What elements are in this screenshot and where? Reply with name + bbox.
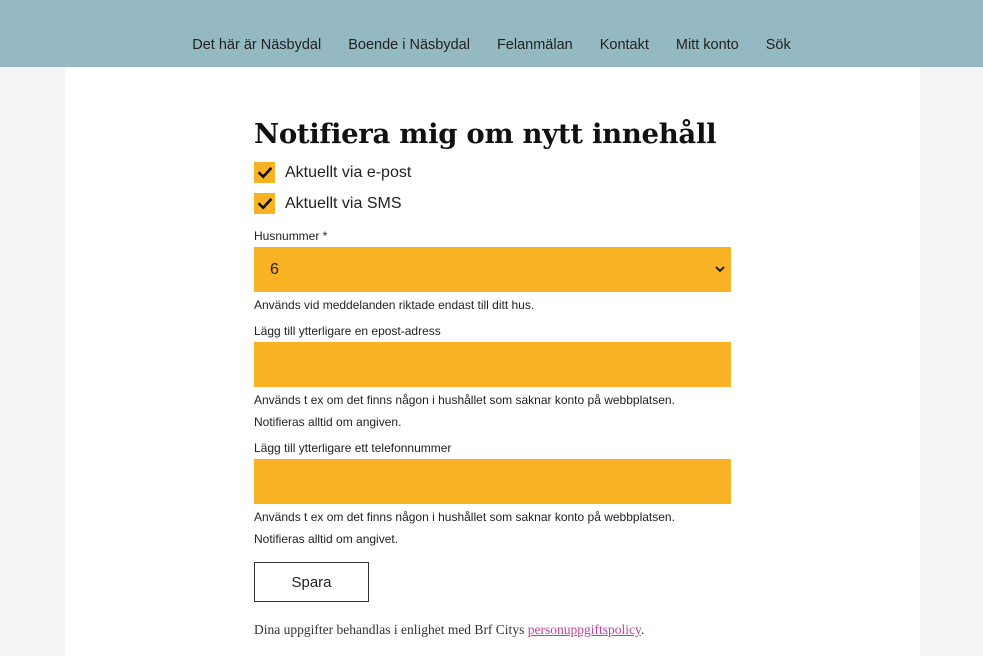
nav-item-boende[interactable]: Boende i Näsbydal (348, 37, 470, 53)
checkbox-row-sms[interactable] (254, 188, 731, 219)
extra-phone-help-line2: Notifieras alltid om angivet. (254, 532, 399, 546)
nav-item-sok[interactable]: Sök (765, 37, 791, 53)
extra-email-input[interactable] (254, 342, 731, 387)
house-number-label: Husnummer * (254, 229, 328, 243)
save-button[interactable]: Spara (254, 562, 369, 602)
nav-item-om-nasbydal[interactable]: Det här är Näsbydal (192, 37, 322, 53)
extra-email-help-line1: Används t ex om det finns någon i hushållet som saknar konto på webbplatsen. (254, 393, 675, 407)
house-number-help: Används vid meddelanden riktade endast till ditt hus. (254, 298, 535, 312)
extra-phone-help (254, 506, 731, 550)
extra-phone-input[interactable] (254, 459, 731, 504)
extra-phone-label: Lägg till ytterligare ett telefonnummer (254, 441, 452, 455)
privacy-text: Dina uppgifter behandlas i enlighet med Brf Citys (254, 622, 528, 637)
extra-email-label: Lägg till ytterligare en epost-adress (254, 324, 441, 338)
notification-form (254, 112, 731, 638)
nav-item-felanmalan[interactable]: Felanmälan (496, 37, 573, 53)
privacy-end: . (640, 622, 645, 637)
nav-item-mitt-konto[interactable]: Mitt konto (675, 37, 739, 53)
sms-checkbox[interactable] (254, 193, 275, 214)
checkbox-row-email[interactable] (254, 157, 731, 188)
email-checkbox-label[interactable]: Aktuellt via e-post (285, 163, 412, 181)
checkmark-icon (258, 167, 272, 179)
main-nav (0, 36, 983, 54)
sms-checkbox-label[interactable]: Aktuellt via SMS (285, 194, 402, 212)
nav-item-kontakt[interactable]: Kontakt (599, 37, 649, 53)
site-header (0, 0, 983, 67)
privacy-policy-link[interactable]: personuppgiftspolicy (527, 622, 641, 637)
page-title: Notifiera mig om nytt innehåll (254, 118, 717, 150)
checkmark-icon (258, 198, 272, 210)
chevron-down-icon (715, 266, 725, 273)
email-checkbox[interactable] (254, 162, 275, 183)
extra-email-help (254, 389, 731, 433)
house-number-select[interactable] (254, 247, 731, 292)
extra-email-help-line2: Notifieras alltid om angiven. (254, 415, 402, 429)
extra-phone-help-line1: Används t ex om det finns någon i hushållet som saknar konto på webbplatsen. (254, 510, 675, 524)
house-number-value: 6 (270, 260, 279, 278)
privacy-notice (254, 622, 731, 638)
